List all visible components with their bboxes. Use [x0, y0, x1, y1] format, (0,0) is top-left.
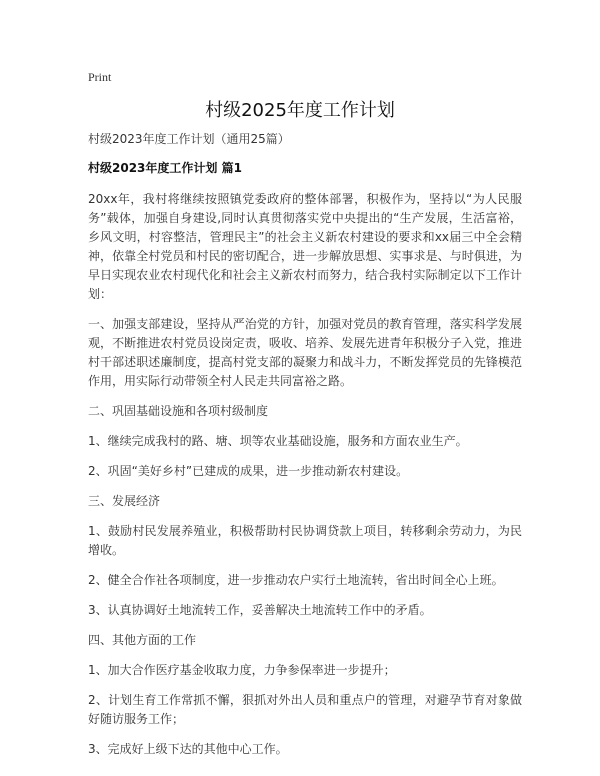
list-item: 3、完成好上级下达的其他中心工作。 — [88, 742, 288, 756]
document-subtitle: 村级2023年度工作计划（通用25篇） — [88, 132, 290, 146]
document-content — [88, 130, 522, 770]
section-heading: 三、发展经济 — [88, 494, 161, 508]
print-label[interactable]: Print — [88, 70, 112, 84]
list-item: 2、巩固“美好乡村”已建成的成果，进一步推动新农村建设。 — [88, 464, 409, 478]
list-item: 1、加大合作医疗基金收取力度，力争参保率进一步提升； — [88, 663, 396, 677]
list-item: 2、计划生育工作常抓不懈，狠抓对外出人员和重点户的管理，对避孕节育对象做好随访服务工作； — [88, 693, 522, 726]
section-title: 村级2023年度工作计划 篇1 — [88, 161, 242, 175]
paragraph: 20xx年，我村将继续按照镇党委政府的整体部署，积极作为，坚持以“为人民服务”载体，加强自身建设,同时认真贯彻落实党中央提出的“生产发展，生活富裕，乡风文明，村容整洁，管理民主”的社会主义新农村建设的要求和xx届三中全会精神，依靠全村党员和村民的密切配合，进一步解放思想、实事求是、与时俱进，为早日实现农业农村现代化和社会主义新农村而努力，结合我村实际制定以下工作计划： — [88, 192, 522, 301]
list-item: 3、认真协调好土地流转工作，妥善解决土地流转工作中的矛盾。 — [88, 603, 432, 617]
list-item: 1、鼓励村民发展养殖业，积极帮助村民协调贷款上项目，转移剩余劳动力，为民增收。 — [88, 524, 522, 557]
section-heading: 二、巩固基础设施和各项村级制度 — [88, 404, 269, 418]
page-title: 村级2025年度工作计划 — [205, 100, 395, 121]
section-heading: 四、其他方面的工作 — [88, 633, 197, 647]
list-item: 1、继续完成我村的路、塘、坝等农业基础设施，服务和方面农业生产。 — [88, 434, 468, 448]
list-item: 2、健全合作社各项制度，进一步推动农户实行土地流转，省出时间全心上班。 — [88, 573, 504, 587]
paragraph: 一、加强支部建设，坚持从严治党的方针，加强对党员的教育管理，落实科学发展观，不断推进农村党员设岗定责，吸收、培养、发展先进青年积极分子入党，推进村干部述职述廉制度，提高村党支部的凝聚力和战斗力，不断发挥党员的先锋模范作用，用实际行动带领全村人民走共同富裕之路。 — [88, 317, 522, 388]
